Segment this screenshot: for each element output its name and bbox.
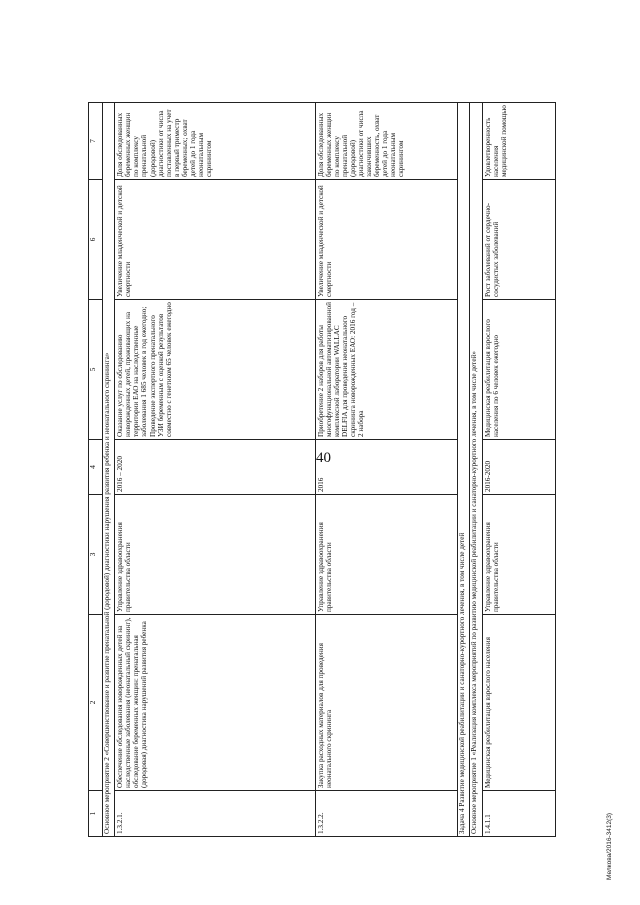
row-number: 1.3.2.1. [115, 791, 315, 837]
expected-result: Медицинская реабилитация взрослого населения по 6 человек ежегодно [482, 300, 555, 440]
task-4: Задача 4 Развитие медицинской реабилитации и санаторно-курортного лечения, в том числе детей [457, 103, 470, 837]
page-number: 40 [316, 450, 331, 466]
col-4-header: 4 [89, 440, 103, 495]
indicator: Удовлетворенность населения медицинской помощью [482, 103, 555, 180]
document-code: Мелкова/2016-3412(3) [606, 812, 613, 880]
term: 2016-2020 [482, 440, 555, 495]
measure-name: Обеспечение обследования новорожденных детей на наследственные заболевания (неонатальный скрининг), обследование беременных женщин: пренатальная (дородовая) диагностика нарушений развития ребенка [115, 615, 315, 791]
term: 2016 [315, 440, 457, 495]
executor: Управление здравоохранения правительства области [315, 495, 457, 615]
indicator: Доля обследованных беременных женщин по комплексу пренатальной (дородовой) диагностики от числа закончивших беременность, охват детей до 1 года неонатальным скринингом [315, 103, 457, 180]
col-5-header: 5 [89, 300, 103, 440]
section-row [470, 103, 483, 837]
measure-name: Медицинская реабилитация взрослого населения [482, 615, 555, 791]
task-row [457, 103, 470, 837]
rotated-table [88, 103, 556, 837]
expected-result: Приобретение 2 наборов для работы многофункциональной автоматизированной комплексной лаборатории WALLAC DELFIA для проведения неонатального скрининга новорожденных ЕАО: 2016 год – 2 набора [315, 300, 457, 440]
executor: Управление здравоохранения правительства области [482, 495, 555, 615]
col-3-header: 3 [89, 495, 103, 615]
table-row [482, 103, 555, 837]
section-main-2: Основное мероприятие 2 «Совершенствование и развитие пренатальной (дородовой) диагностики нарушения развития ребенка и неонатального скрининга» [102, 103, 115, 837]
col-7-header: 7 [89, 103, 103, 180]
measures-table [88, 102, 556, 837]
term: 2016 – 2020 [115, 440, 315, 495]
column-number-row [89, 103, 103, 837]
consequences: Увеличение младенческой и детской смертности [315, 180, 457, 300]
section-main-1: Основное мероприятие 1 «Реализация комплекса мероприятий по развитию медицинской реабилитации и санаторно-курортного лечения, в том числе детей» [470, 103, 483, 837]
expected-result: Оказание услуг по обследованию новорожденных детей, проживающих на территории ЕАО на наследственные заболевания 1 685 человек в год ежегодно; Проведение экспертного пренатального УЗИ беременным с оценкой результатов совместно с генетиком 65 человек ежегодно [115, 300, 315, 440]
consequences: Увеличение младенческой и детской смертности [115, 180, 315, 300]
row-number: 1.3.2.2. [315, 791, 457, 837]
consequences: Рост заболеваний от сердечно-сосудистых заболеваний [482, 180, 555, 300]
table-row [315, 103, 457, 837]
section-row [102, 103, 115, 837]
indicator: Доля обследованных беременных женщин по комплексу пренатальной (дородовой) диагностики от числа поставленных на учет в первый триместр беременных; охват детей до 1 года неонатальным скринингом [115, 103, 315, 180]
row-number: 1.4.1.1 [482, 791, 555, 837]
executor: Управление здравоохранения правительства области [115, 495, 315, 615]
col-6-header: 6 [89, 180, 103, 300]
measure-name: Закупка расходных материалов для проведения неонатального скрининга [315, 615, 457, 791]
table-row [115, 103, 315, 837]
col-2-header: 2 [89, 615, 103, 791]
col-1-header: 1 [89, 791, 103, 837]
